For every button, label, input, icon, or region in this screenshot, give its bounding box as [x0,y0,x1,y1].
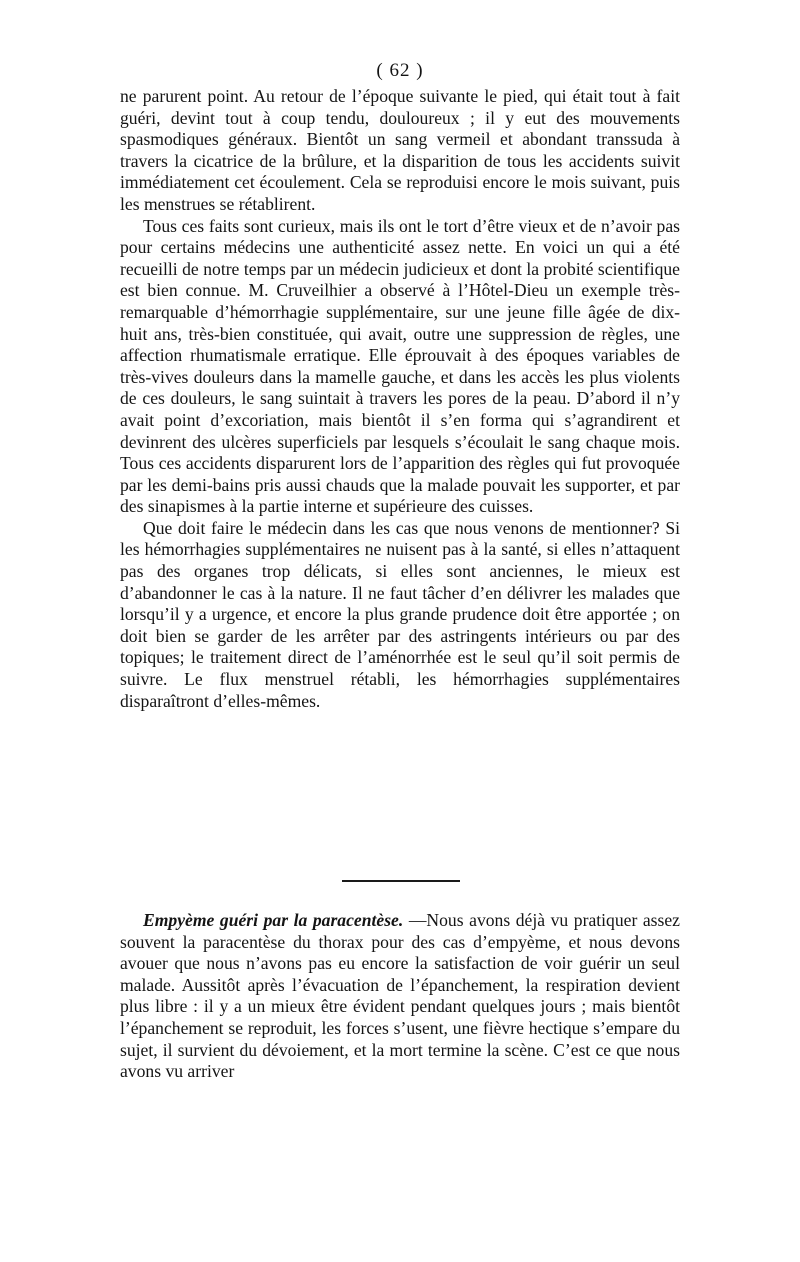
section-title: Empyème guéri par la paracentèse. [143,910,404,930]
section-paragraph [120,910,680,1083]
paragraph-treatment: Que doit faire le médecin dans les cas que nous venons de mentionner? Si les hémorrhagies supplémentaires ne nuisent pas à la santé, si elles n’attaquent pas des organes trop délicats, si elles sont anciennes, le mieux est d’abandonner le cas à la nature. Il ne faut tâcher d’en délivrer les malades que lorsqu’il y a urgence, et encore la plus grande prudence doit être apportée ; on doit bien se garder de les arrêter par des astringents intérieurs ou par des topiques; le traitement direct de l’aménorrhée est le seul qu’il soit permis de suivre. Le flux menstruel rétabli, les hémorrhagies supplémentaires disparaîtront d’elles-mêmes. [120,517,680,711]
page-number: ( 62 ) [376,60,424,81]
section-empyeme [120,910,680,1083]
section-divider [342,880,460,882]
paragraph-cruveilhier-case: Tous ces faits sont curieux, mais ils ont le tort d’être vieux et de n’avoir pas pour certains médecins une authenticité assez nette. En voici un qui a été recueilli de notre temps par un médecin judicieux et dont la probité scientifique est bien connue. M. Cruveilhier a observé à l’Hôtel-Dieu un exemple très-remarquable d’hémorrhagie supplémentaire, sur une jeune fille âgée de dix-huit ans, très-bien constituée, qui avait, outre une suppression de règles, une affection rhumatismale erratique. Elle éprouvait à des époques variables de très-vives douleurs dans la mamelle gauche, et dans les accès les plus violents de ces douleurs, le sang suintait à travers les pores de la peau. D’abord il n’y avait point d’excoriation, mais bientôt il s’en forma qui s’agrandirent et devinrent des ulcères superficiels par lesquels s’écoulait le sang chaque mois. Tous ces accidents disparurent lors de l’apparition des règles qui fut provoquée par les demi-bains pris aussi chauds que la malade pouvait les supporter, et par des sinapismes à la partie interne et supérieure des cuisses. [120,215,680,517]
paragraph-continuation: ne parurent point. Au retour de l’époque suivante le pied, qui était tout à fait guéri, devint tout à coup tendu, douloureux ; il y eut des mouvements spasmodiques généraux. Bientôt un sang vermeil et abondant transsuda à travers la cicatrice de la brûlure, et la disparition de tous les accidents suivit immédiatement cet écoulement. Cela se reproduisi encore le mois suivant, puis les menstrues se rétablirent. [120,86,680,214]
main-text [120,86,680,712]
section-body: —Nous avons déjà vu pratiquer assez souvent la paracentèse du thorax pour des cas d’empyème, et nous devons avouer que nous n’avons pas eu encore la satisfaction de voir guérir un seul malade. Aussitôt après l’évacuation de l’épanchement, la respiration devient plus libre : il y a un mieux être évident pendant quelques jours ; mais bientôt l’épanchement se reproduit, les forces s’usent, une fièvre hectique s’empare du sujet, il survient du dévoiement, et la mort termine la scène. C’est ce que nous avons vu arriver [120,910,680,1082]
